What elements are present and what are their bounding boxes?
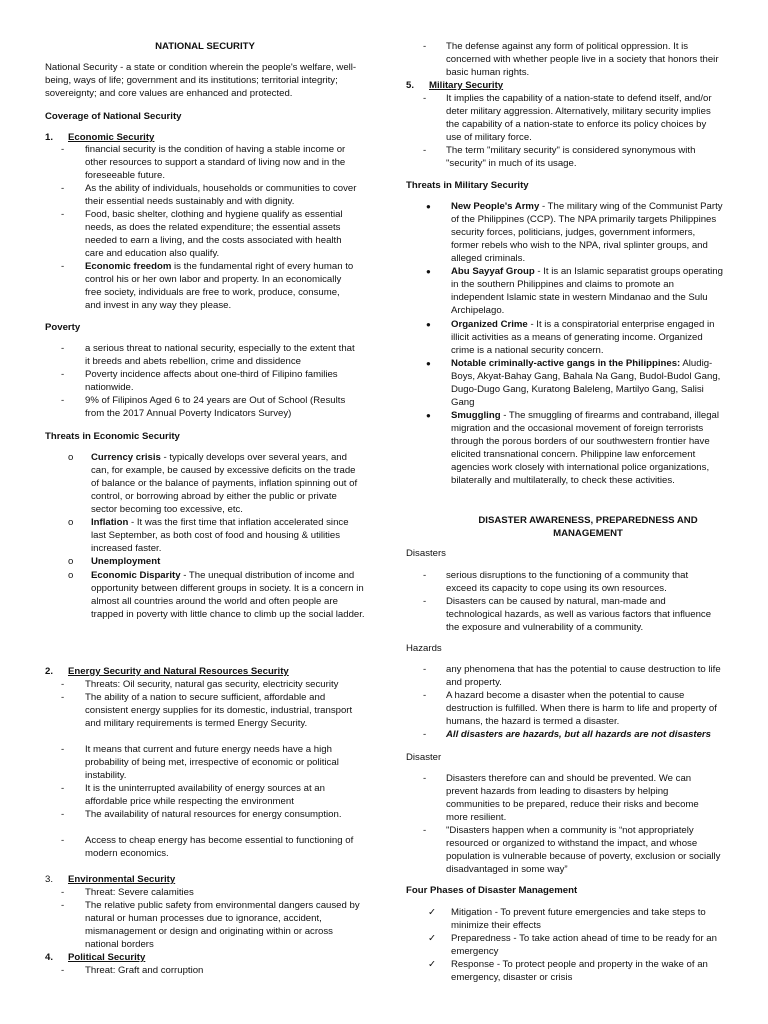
dash-marker: - — [423, 145, 427, 156]
doc-title: NATIONAL SECURITY — [155, 41, 255, 52]
dash-marker: - — [423, 41, 427, 52]
disasters-heading: Disasters — [406, 548, 446, 559]
threats-economic-heading: Threats in Economic Security — [45, 431, 180, 442]
dash-marker: - — [423, 690, 427, 701]
circle-marker: o — [68, 452, 74, 463]
hazards-emphasis: All disasters are hazards, but all hazards are not disasters — [446, 729, 711, 740]
disaster-heading: Disaster — [406, 752, 442, 763]
dash-marker: - — [423, 729, 427, 740]
bullet-marker: ● — [426, 359, 431, 368]
section-title-economic: Economic Security — [68, 132, 155, 143]
section-title-energy: Energy Security and Natural Resources Security — [68, 666, 289, 677]
phases-heading: Four Phases of Disaster Management — [406, 885, 578, 896]
intro-paragraph: National Security - a state or condition wherein the people's welfare, well-being, ways of life; government and its institutions; territorial integrity; sovereignty; and core values are enhanced and protected. — [45, 62, 357, 99]
dash-marker: - — [423, 596, 427, 607]
dash-marker: - — [61, 809, 65, 820]
section-number: 5. — [406, 80, 415, 91]
section-title-military: Military Security — [429, 80, 504, 91]
dash-marker: - — [61, 395, 65, 406]
check-icon: ✓ — [428, 907, 437, 918]
bullet-marker: ● — [426, 411, 431, 420]
bullet-marker: ● — [426, 320, 431, 329]
dash-marker: - — [61, 744, 65, 755]
dash-marker: - — [61, 679, 65, 690]
dash-marker: - — [61, 900, 65, 911]
dash-marker: - — [61, 783, 65, 794]
dash-marker: - — [61, 835, 65, 846]
circle-marker: o — [68, 517, 74, 528]
check-icon: ✓ — [428, 933, 437, 944]
threats-military-heading: Threats in Military Security — [406, 180, 529, 191]
dash-marker: - — [61, 369, 65, 380]
dash-marker: - — [423, 825, 427, 836]
hazards-heading: Hazards — [406, 643, 442, 654]
dash-marker: - — [61, 261, 65, 272]
circle-marker: o — [68, 570, 74, 581]
dash-marker: - — [61, 692, 65, 703]
dash-marker: - — [423, 570, 427, 581]
coverage-heading: Coverage of National Security — [45, 111, 182, 122]
dash-marker: - — [61, 144, 65, 155]
dash-marker: - — [423, 773, 427, 784]
section-title-environmental: Environmental Security — [68, 874, 176, 885]
section-title-political: Political Security — [68, 952, 146, 963]
disaster-section-title: DISASTER AWARENESS, PREPAREDNESS AND MANAGEMENT — [478, 515, 698, 539]
section-number: 2. — [45, 666, 54, 677]
section-number: 1. — [45, 132, 54, 143]
section-number: 4. — [45, 952, 54, 963]
circle-marker: o — [68, 556, 74, 567]
dash-marker: - — [61, 965, 65, 976]
bullet-marker: ● — [426, 202, 431, 211]
dash-marker: - — [61, 343, 65, 354]
dash-marker: - — [423, 664, 427, 675]
poverty-heading: Poverty — [45, 322, 81, 333]
bullet-marker: ● — [426, 267, 431, 276]
dash-marker: - — [61, 183, 65, 194]
dash-marker: - — [423, 93, 427, 104]
section-number: 3. — [45, 874, 54, 885]
check-icon: ✓ — [428, 959, 437, 970]
dash-marker: - — [61, 887, 65, 898]
dash-marker: - — [61, 209, 65, 220]
